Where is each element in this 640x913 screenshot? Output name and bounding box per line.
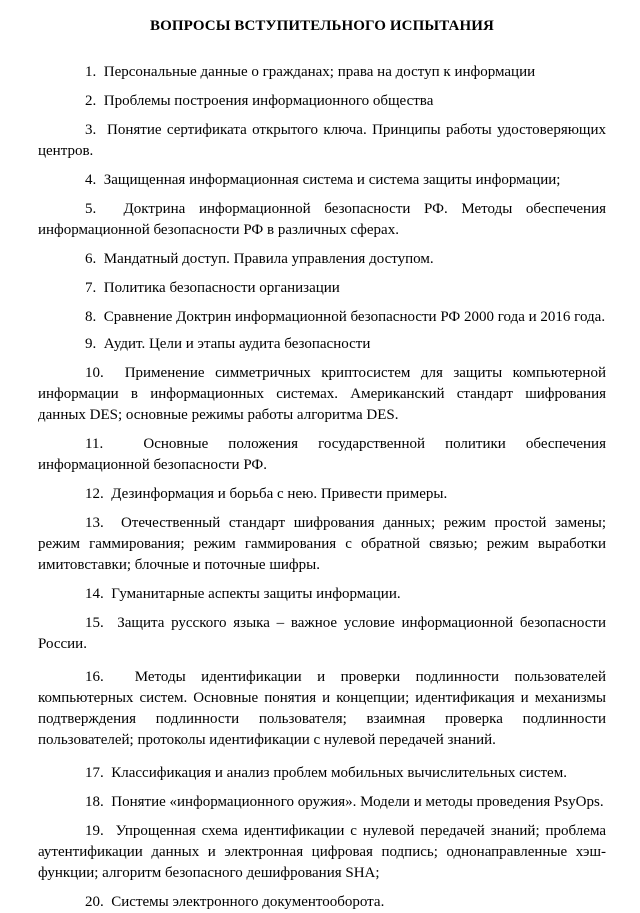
question-text: Проблемы построения информационного общества [103,93,434,109]
question-item [38,334,606,355]
question-text: Системы электронного документооборота. [111,894,385,910]
question-text: Мандатный доступ. Правила управления доступом. [103,251,434,267]
question-number: 19. [85,823,104,839]
question-number: 16. [85,669,104,685]
question-item [38,513,606,576]
question-text: Политика безопасности организации [103,280,340,296]
question-text: Гуманитарные аспекты защиты информации. [111,586,401,602]
question-number: 4. [85,172,97,188]
question-number: 17. [85,765,104,781]
question-text: Защищенная информационная система и система защиты информации; [103,172,561,188]
question-text: Сравнение Доктрин информационной безопасности РФ 2000 года и 2016 года. [103,309,606,325]
question-item [38,363,606,426]
question-number: 7. [85,280,97,296]
question-number: 15. [85,615,104,631]
question-number: 3. [85,122,97,138]
question-item [38,821,606,884]
question-item [38,792,606,813]
question-number: 9. [85,336,97,352]
question-number: 10. [85,365,104,381]
question-number: 18. [85,794,104,810]
question-text: Аудит. Цели и этапы аудита безопасности [103,336,371,352]
question-item [38,484,606,505]
document-title: ВОПРОСЫ ВСТУПИТЕЛЬНОГО ИСПЫТАНИЯ [150,18,494,34]
question-text: Отечественный стандарт шифрования данных; режим простой замены; режим гаммирования; режим гаммирования с обратной связью; режим выработки имитовставки; блочные и поточные шифры. [38,515,606,573]
question-text: Классификация и анализ проблем мобильных вычислительных систем. [111,765,567,781]
question-number: 20. [85,894,104,910]
question-number: 2. [85,93,97,109]
question-item [38,307,606,328]
question-number: 13. [85,515,104,531]
question-number: 1. [85,64,97,80]
question-number: 6. [85,251,97,267]
question-item [38,763,606,784]
question-number: 8. [85,309,97,325]
question-number: 11. [85,436,104,452]
question-number: 14. [85,586,104,602]
question-text: Методы идентификации и проверки подлинности пользователей компьютерных систем. Основные понятия и концепции; идентификация и механизмы подтверждения подлинности пользователя; взаимная проверка подлинности пользователей; протоколы идентификации с нулевой передачей знаний. [38,669,606,748]
question-text: Понятие «информационного оружия». Модели и методы проведения PsyOps. [111,794,604,810]
question-item [38,613,606,655]
question-item [38,434,606,476]
question-text: Применение симметричных криптосистем для защиты компьютерной информации в информационных системах. Американский стандарт шифрования данных DES; основные режимы работы алгоритма DES. [38,365,606,423]
question-item [38,667,606,751]
question-item [38,278,606,299]
question-text: Упрощенная схема идентификации с нулевой передачей знаний; проблема аутентификации данных и электронная цифровая подпись; однонаправленные хэш-функции; алгоритм безопасного дешифрования SHA; [38,823,606,881]
question-item [38,892,606,913]
question-item [38,120,606,162]
question-item [38,584,606,605]
question-item [38,91,606,112]
question-item [38,170,606,191]
question-item [38,249,606,270]
question-number: 12. [85,486,104,502]
questions-list [38,62,606,913]
question-item [38,62,606,83]
question-text: Доктрина информационной безопасности РФ. Методы обеспечения информационной безопасности РФ в различных сферах. [38,201,607,238]
question-text: Защита русского языка – важное условие информационной безопасности России. [38,615,607,652]
question-number: 5. [85,201,97,217]
question-text: Дезинформация и борьба с нею. Привести примеры. [111,486,448,502]
question-text: Понятие сертификата открытого ключа. Принципы работы удостоверяющих центров. [38,122,606,159]
question-text: Персональные данные о гражданах; права на доступ к информации [103,64,536,80]
question-item [38,199,606,241]
question-text: Основные положения государственной политики обеспечения информационной безопасности РФ. [38,436,606,473]
